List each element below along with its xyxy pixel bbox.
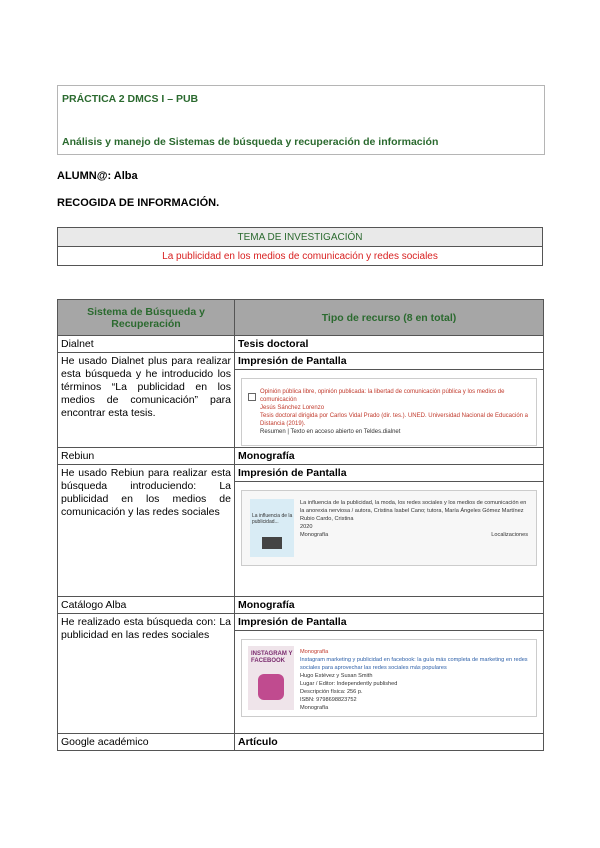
system-cell: Catálogo Alba: [58, 597, 235, 614]
result-label: Monografía: [300, 649, 329, 655]
screenshot-cell: [235, 614, 544, 734]
search-description: He usado Rebiun para realizar esta búsqueda introduciendo: La publicidad en los medios de comunicación y las redes sociales: [58, 465, 235, 597]
type-cell: Artículo: [235, 734, 544, 751]
screenshot-cell: [235, 353, 544, 448]
resources-table: [57, 299, 544, 751]
topic-value: La publicidad en los medios de comunicación y redes sociales: [58, 247, 543, 266]
result-author: Hugo Estévez y Susan Smith: [300, 673, 373, 679]
type-cell: Tesis doctoral: [235, 336, 544, 353]
alba-screenshot: [241, 639, 537, 717]
dialnet-screenshot: [241, 378, 537, 446]
section-title: RECOGIDA DE INFORMACIÓN.: [57, 197, 220, 209]
col-system-header: Sistema de Búsqueda y Recuperación: [58, 300, 235, 336]
system-cell: Google académico: [58, 734, 235, 751]
col-type-header: Tipo de recurso (8 en total): [235, 300, 544, 336]
cover-text: INSTAGRAM Y FACEBOOK: [251, 651, 293, 664]
search-description: He usado Dialnet plus para realizar esta búsqueda y he introducido los términos “La publicidad en los medios de comunicación” para encontrar esta tesis.: [58, 353, 235, 448]
result-meta: Tesis doctoral dirigida por Carlos Vidal Prado (dir. tes.). UNED. Universidad Nacional de Educación a Distancia (2019).: [260, 413, 529, 427]
locations-link: Localizaciones: [491, 532, 528, 538]
result-publisher: Lugar / Editor: Independently published: [300, 681, 398, 687]
result-links: Resumen | Texto en acceso abierto en Teldes.dialnet: [260, 429, 401, 435]
practice-title: PRÁCTICA 2 DMCS I – PUB: [62, 93, 199, 105]
instagram-icon: [258, 674, 284, 700]
type-cell: Monografía: [235, 597, 544, 614]
result-author: Rubio Cardo, Cristina: [300, 516, 354, 522]
course-subtitle: Análisis y manejo de Sistemas de búsqueda y recuperación de información: [62, 136, 439, 148]
result-title: La influencia de la publicidad, la moda, los redes sociales y los medios de comunicación en la anorexia nerviosa / autora, Cristina Isabel Cano; tutora, María Ángeles Gómez Martínez: [300, 500, 527, 514]
cover-text: La influencia de la publicidad...: [252, 513, 293, 525]
type-cell: Monografía: [235, 448, 544, 465]
result-description: Descripción física: 256 p.: [300, 689, 363, 695]
result-isbn: ISBN: 9798698823752: [300, 697, 357, 703]
system-cell: Dialnet: [58, 336, 235, 353]
result-title: Opinión pública libre, opinión publicada: la libertad de comunicación pública y los medios de comunicación: [260, 389, 505, 403]
screenshot-label: Impresión de Pantalla: [235, 353, 543, 370]
research-topic-table: [57, 227, 543, 266]
practice-header-box: [57, 85, 545, 155]
topic-heading: TEMA DE INVESTIGACIÓN: [58, 228, 543, 247]
book-cover: [248, 646, 294, 710]
result-year: 2020: [300, 524, 313, 530]
rebiun-screenshot: [241, 490, 537, 566]
screenshot-label: Impresión de Pantalla: [235, 465, 543, 482]
screenshot-label: Impresión de Pantalla: [235, 614, 543, 631]
book-cover: [250, 499, 294, 557]
checkbox-icon: [248, 393, 256, 401]
result-format: Monografía: [300, 705, 329, 711]
system-cell: Rebiun: [58, 448, 235, 465]
book-icon: [262, 537, 282, 549]
result-title: Instagram marketing y publicidad en facebook: la guía más completa de marketing en redes sociales para aprovechar las redes sociales más populares: [300, 657, 528, 671]
result-format: Monografía: [300, 532, 329, 538]
student-name: ALUMN@: Alba: [57, 170, 138, 182]
screenshot-cell: [235, 465, 544, 597]
result-author: Jesús Sánchez Lorenzo: [260, 405, 325, 411]
search-description: He realizado esta búsqueda con: La publicidad en las redes sociales: [58, 614, 235, 734]
